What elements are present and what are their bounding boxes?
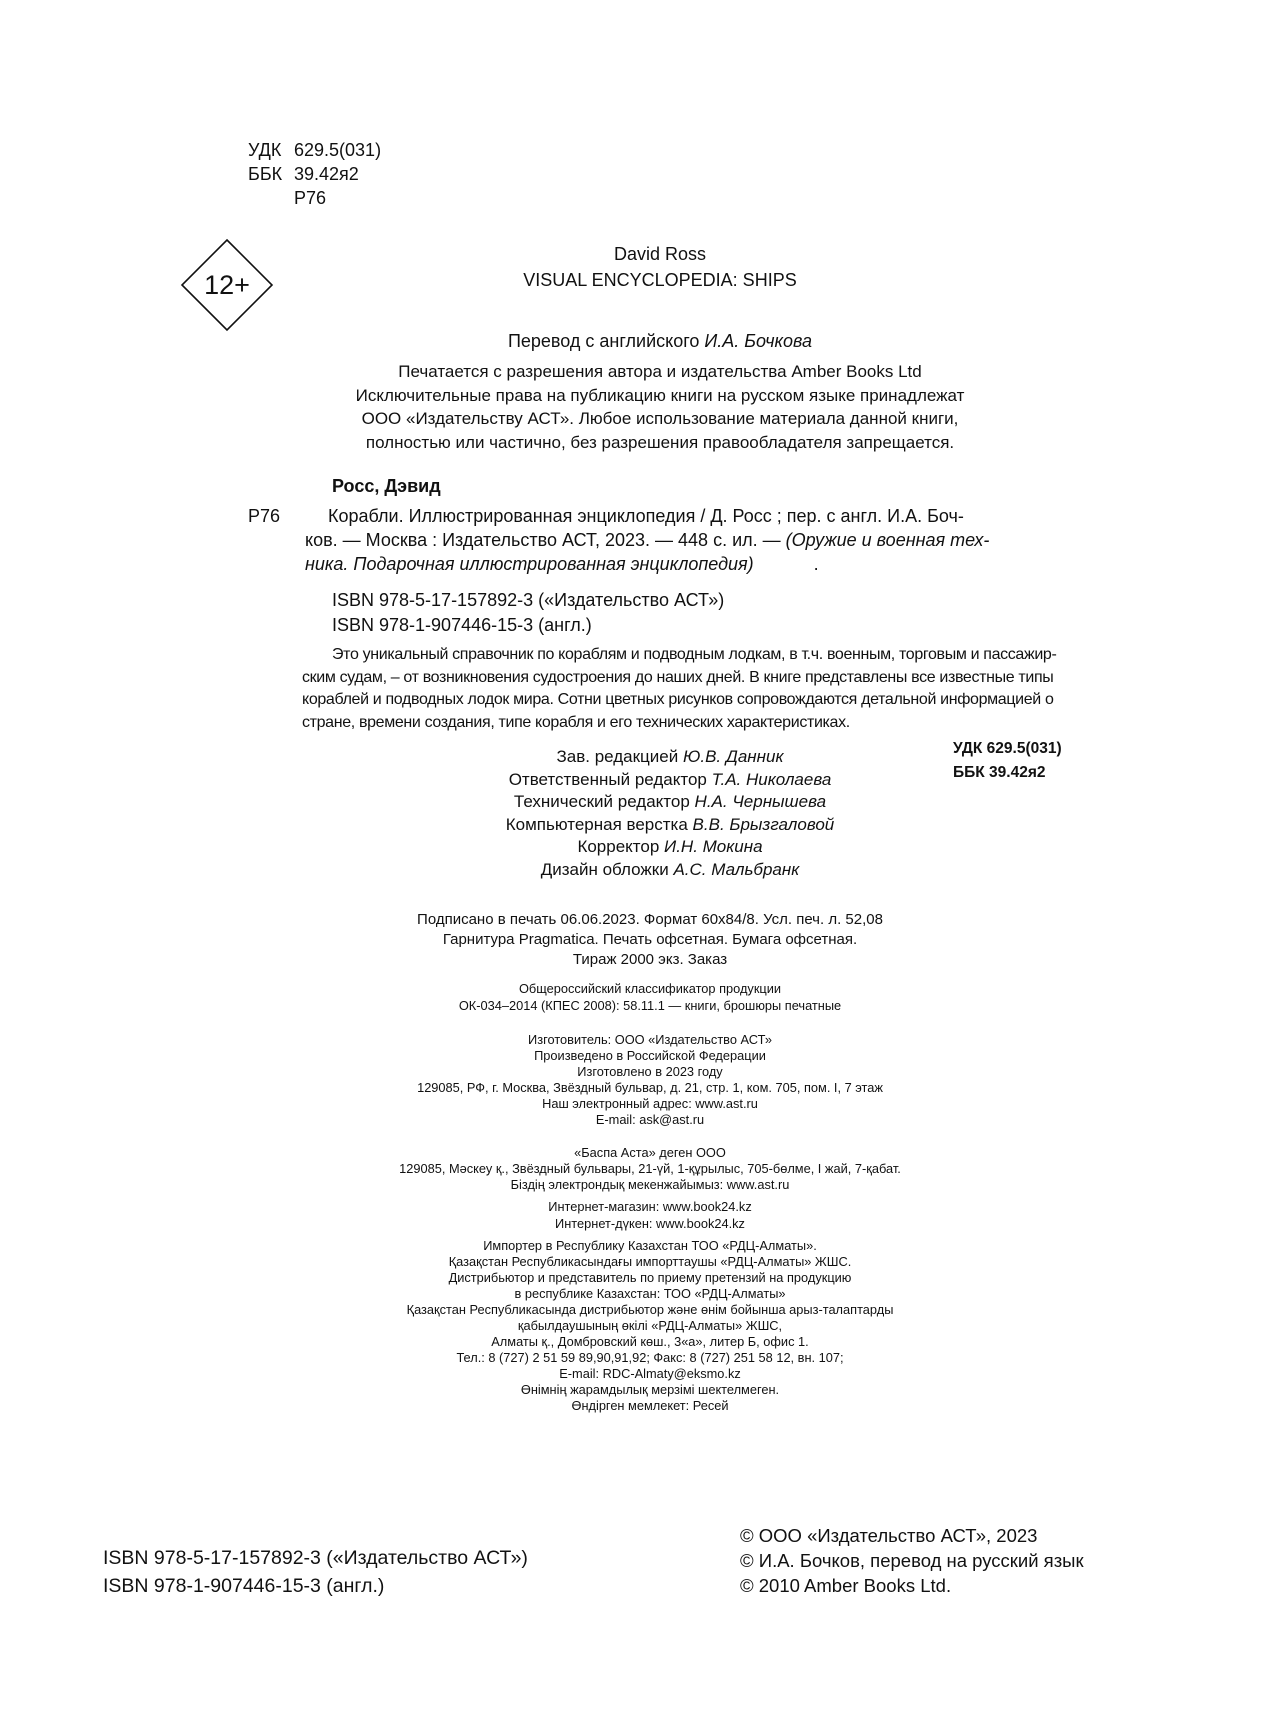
importer-info — [330, 1238, 970, 1414]
importer-line: E-mail: RDC-Almaty@eksmo.kz — [559, 1366, 741, 1381]
rights-line: Исключительные права на публикацию книги на русском языке принадлежат — [355, 385, 965, 405]
abstract-line: ским судам, – от возникновения судостроения до наших дней. В книге представлены все известные типы — [302, 668, 1054, 686]
shop-line: Интернет-дүкен: www.book24.kz — [555, 1215, 745, 1231]
series-title: ника. Подарочная иллюстрированная энциклопедия) — [305, 554, 754, 574]
copyright-line: © И.А. Бочков, перевод на русский язык — [740, 1550, 1084, 1571]
copyright-block — [740, 1523, 1084, 1598]
staff-role: Корректор — [577, 837, 660, 857]
abstract-line: стране, времени создания, типе корабля и его технических характеристиках. — [302, 713, 850, 731]
staff-role: Зав. редакцией — [556, 747, 679, 766]
staff-name: И.Н. Мокина — [664, 837, 763, 857]
rights-line: полностью или частично, без разрешения правообладателя запрещается. — [365, 432, 955, 452]
staff-role: Компьютерная верстка — [505, 814, 688, 834]
biblio-end: . — [813, 554, 819, 574]
staff-role: Ответственный редактор — [508, 769, 707, 789]
isbn-block — [332, 588, 724, 638]
print-info-line: Тираж 2000 экз. Заказ — [572, 951, 728, 968]
abstract-line: кораблей и подводных лодок мира. Сотни цветных рисунков сопровождаются детальной информацией о — [302, 691, 1054, 708]
maker-line: Изготовитель: ООО «Издательство АСТ» — [528, 1032, 772, 1047]
classifier-line: Общероссийский классификатор продукции — [518, 981, 782, 996]
editorial-staff — [440, 746, 900, 882]
original-title: VISUAL ENCYCLOPEDIA: SHIPS — [523, 270, 797, 290]
kz-line: Біздің электрондық мекенжайымыз: www.ast.ru — [510, 1177, 790, 1192]
abstract — [302, 644, 1062, 734]
age-rating-text: 12+ — [204, 270, 250, 300]
kz-line: «Баспа Аста» деген ООО — [574, 1145, 726, 1160]
staff-name: Ю.В. Данник — [682, 747, 784, 766]
classifier-line: ОК-034–2014 (КПЕС 2008): 58.11.1 — книги, брошюры печатные — [458, 998, 842, 1013]
print-info-line: Гарнитура Pragmatica. Печать офсетная. Бумага офсетная. — [442, 931, 858, 948]
isbn-bottom — [103, 1544, 528, 1600]
udk-right-line: УДК 629.5(031) — [953, 740, 1062, 757]
staff-name: В.В. Брызгаловой — [692, 814, 835, 834]
age-rating-badge — [180, 238, 274, 332]
translation-prefix: Перевод с английского — [507, 331, 700, 351]
importer-line: в республике Казахстан: ТОО «РДЦ-Алматы» — [514, 1286, 786, 1301]
print-info-line: Подписано в печать 06.06.2023. Формат 60x84/8. Усл. печ. л. 52,08 — [417, 911, 883, 928]
original-author: David Ross — [613, 244, 707, 264]
copyright-line: © ООО «Издательство АСТ», 2023 — [740, 1525, 1038, 1546]
maker-line: Изготовлено в 2023 году — [577, 1064, 723, 1079]
kazakh-manufacturer-info — [350, 1145, 950, 1193]
importer-line: Өндірген мемлекет: Ресей — [571, 1398, 729, 1413]
bbk-value: 39.42я2 — [294, 164, 359, 184]
maker-line: 129085, РФ, г. Москва, Звёздный бульвар, д. 21, стр. 1, ком. 705, пом. I, 7 этаж — [417, 1080, 883, 1095]
isbn-line: ISBN 978-1-907446-15-3 (англ.) — [332, 615, 592, 635]
bbk-label: ББК — [248, 164, 283, 184]
staff-name: Н.А. Чернышева — [694, 792, 827, 812]
bibliographic-description — [305, 504, 1035, 576]
importer-line: Дистрибьютор и представитель по приему претензий на продукцию — [448, 1270, 852, 1285]
importer-line: Тел.: 8 (727) 2 51 59 89,90,91,92; Факс: 8 (727) 251 58 12, вн. 107; — [456, 1350, 844, 1365]
staff-name: А.С. Мальбранк — [673, 859, 800, 879]
copyright-line: © 2010 Amber Books Ltd. — [740, 1575, 952, 1596]
online-shops — [400, 1199, 900, 1232]
abstract-line: Это уникальный справочник по кораблям и подводным лодкам, в т.ч. военным, торговым и пассажир- — [332, 646, 1057, 663]
importer-line: Алматы қ., Домбровский көш., 3«а», литер Б, офис 1. — [491, 1334, 809, 1349]
importer-line: қабылдаушының өкілі «РДЦ-Алматы» ЖШС, — [517, 1318, 783, 1333]
maker-line: E-mail: ask@ast.ru — [595, 1112, 705, 1127]
udk-value: 629.5(031) — [294, 140, 382, 160]
rights-notice — [300, 360, 1020, 454]
author-mark: Р76 — [294, 188, 327, 208]
translator-name: И.А. Бочкова — [704, 331, 813, 351]
maker-line: Произведено в Российской Федерации — [534, 1048, 766, 1063]
udk-bbk-right — [953, 737, 1062, 785]
kz-line: 129085, Мәскеу қ., Звёздный бульвары, 21-үй, 1-құрылыс, 705-бөлме, I жай, 7-қабат. — [399, 1161, 901, 1176]
series-title: (Оружие и военная тех- — [785, 530, 990, 550]
manufacturer-info — [350, 1032, 950, 1128]
isbn-bottom-line: ISBN 978-1-907446-15-3 (англ.) — [103, 1575, 385, 1597]
udk-label: УДК — [248, 140, 282, 160]
staff-role: Дизайн обложки — [540, 859, 669, 879]
translation-credit — [330, 329, 990, 353]
shop-line: Интернет-магазин: www.book24.kz — [548, 1199, 752, 1214]
importer-line: Импортер в Республику Казахстан ТОО «РДЦ-Алматы». — [483, 1238, 817, 1253]
importer-line: Қазақстан Республикасында дистрибьютор және өнім бойынша арыз-талаптарды — [406, 1302, 894, 1317]
staff-name: Т.А. Николаева — [711, 769, 832, 789]
biblio-line: ков. — Москва : Издательство АСТ, 2023. — 448 с. ил. — — [305, 530, 781, 550]
isbn-bottom-line: ISBN 978-5-17-157892-3 («Издательство АСТ») — [103, 1547, 528, 1569]
rights-line: ООО «Издательству АСТ». Любое использование материала данной книги, — [361, 409, 959, 428]
rights-line: Печатается с разрешения автора и издательства Amber Books Ltd — [398, 362, 922, 381]
biblio-line: Корабли. Иллюстрированная энциклопедия / Д. Росс ; пер. с англ. И.А. Боч- — [328, 506, 964, 526]
catalog-code: Р76 — [248, 506, 281, 526]
bbk-right-line: ББК 39.42я2 — [953, 764, 1046, 781]
classification-block — [248, 138, 381, 210]
original-edition — [400, 241, 920, 293]
staff-role: Технический редактор — [513, 792, 690, 812]
catalog-author: Росс, Дэвид — [332, 476, 441, 496]
product-classifier — [400, 980, 900, 1014]
importer-line: Қазақстан Республикасындағы импорттаушы «РДЦ-Алматы» ЖШС. — [448, 1254, 852, 1269]
print-info — [390, 910, 910, 970]
maker-line: Наш электронный адрес: www.ast.ru — [542, 1096, 758, 1111]
isbn-line: ISBN 978-5-17-157892-3 («Издательство АСТ») — [332, 590, 725, 610]
importer-line: Өнімнің жарамдылық мерзімі шектелмеген. — [520, 1382, 780, 1397]
